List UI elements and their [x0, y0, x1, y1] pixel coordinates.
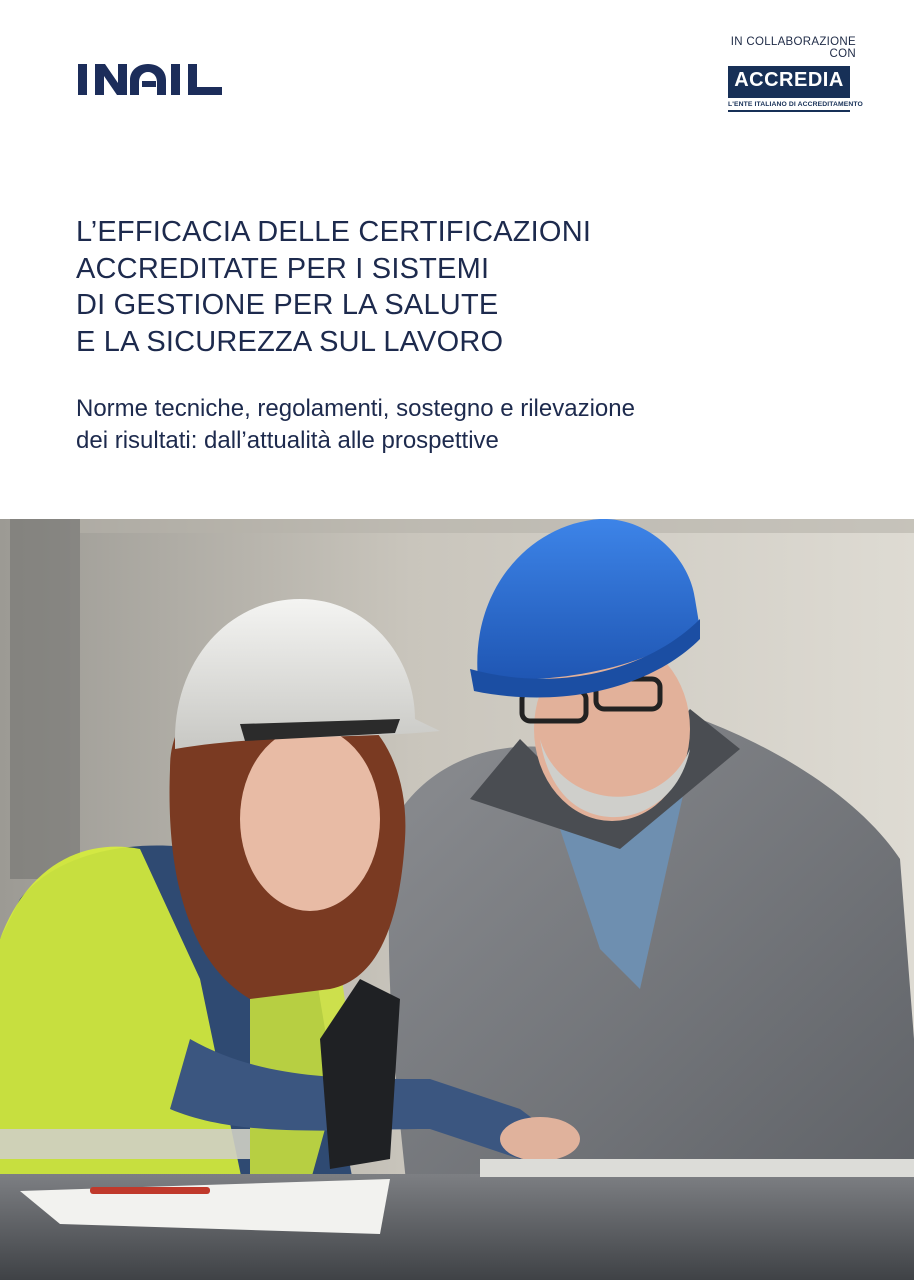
collaboration-block [706, 36, 863, 119]
title-line: L’EFFICACIA DELLE CERTIFICAZIONI [76, 216, 592, 248]
title-line: E LA SICUREZZA SUL LAVORO [76, 325, 504, 358]
wall-band [80, 519, 914, 533]
accredia-name: ACCREDIA [734, 69, 844, 91]
inail-logo [78, 62, 238, 98]
subtitle-line: dei risultati: dall’attualità alle prospettive [76, 427, 499, 454]
wall-column [10, 519, 80, 879]
title-line: DI GESTIONE PER LA SALUTE [76, 289, 499, 321]
red-pen [90, 1187, 210, 1194]
paper-right [480, 1159, 914, 1177]
accredia-logo [728, 66, 863, 114]
cover-photo [0, 519, 914, 1280]
accredia-tagline: L'ENTE ITALIANO DI ACCREDITAMENTO [728, 101, 863, 108]
document-title [76, 214, 796, 360]
accredia-rule [728, 110, 850, 112]
woman-hand [500, 1117, 580, 1161]
vest-reflective-stripe [0, 1129, 250, 1159]
woman-face [240, 727, 380, 911]
collaboration-label: IN COLLABORAZIONE CON [730, 36, 856, 60]
inail-logo-mark [78, 62, 238, 98]
subtitle-line: Norme tecniche, regolamenti, sostegno e rilevazione [76, 395, 635, 422]
document-subtitle [76, 393, 836, 457]
workers-illustration [0, 519, 914, 1280]
title-line: ACCREDITATE PER I SISTEMI [76, 252, 490, 285]
